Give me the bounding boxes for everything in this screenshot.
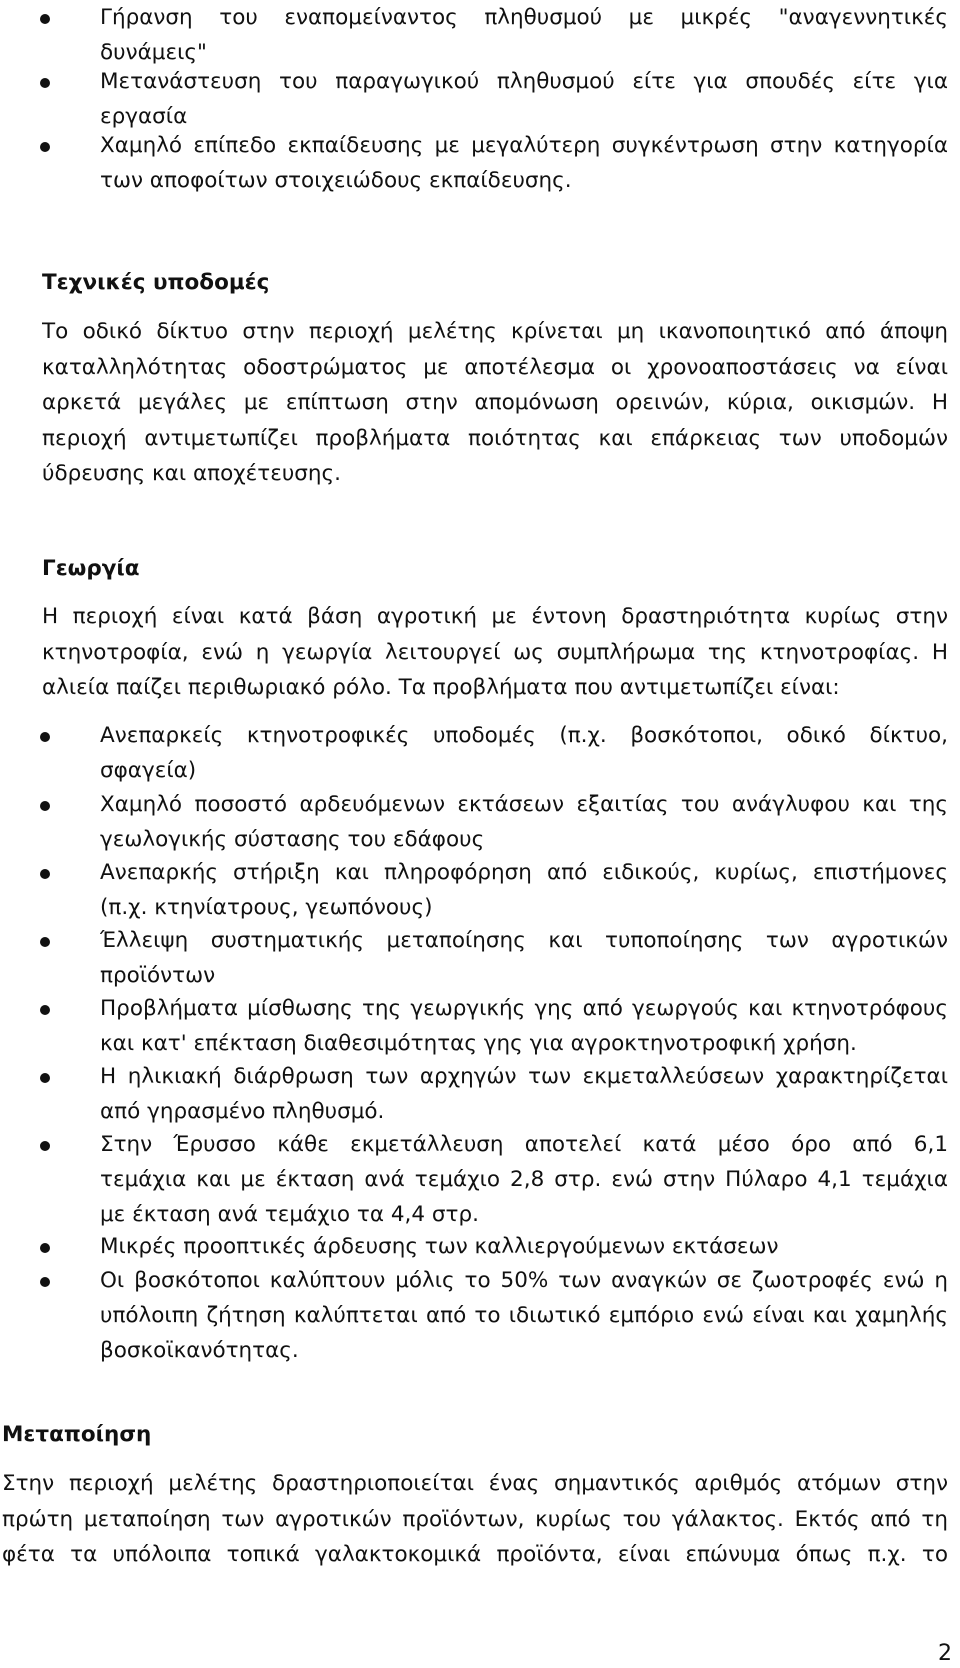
bullet-icon [40,1243,50,1253]
bullet-text: με έκταση ανά τεμάχιο τα 4,4 στρ. [100,1202,479,1227]
paragraph-processing [2,1466,948,1573]
paragraph-line: αλιεία παίζει περιθωριακό ρόλο. Τα προβλήματα που αντιμετωπίζει είναι: [42,675,840,700]
bullet-text: Ανεπαρκείς κτηνοτροφικές υποδομές (π.χ. βοσκότοποι, οδικό δίκτυο, [100,723,948,748]
bullet-text: Ανεπαρκής στήριξη και πληροφόρηση από ειδικούς, κυρίως, επιστήμονες [100,860,948,885]
bullet-text: υπόλοιπη ζήτηση καλύπτεται από το ιδιωτικό εμπόριο ενώ είναι και χαμηλής [100,1303,948,1328]
bullet-icon [40,78,50,88]
bullet-text: και κατ' επέκταση διαθεσιμότητας γης για αγροκτηνοτροφική χρήση. [100,1031,857,1056]
bullet-text: Η ηλικιακή διάρθρωση των αρχηγών των εκμεταλλεύσεων χαρακτηρίζεται [100,1064,948,1089]
bullet-icon [40,937,50,947]
paragraph-line: φέτα τα υπόλοιπα τοπικά γαλακτοκομικά προϊόντα, είναι επώνυμα όπως π.χ. το [2,1542,948,1567]
bullet-text: (π.χ. κτηνίατρους, γεωπόνους) [100,895,433,920]
bullet-text: Οι βοσκότοποι καλύπτουν μόλις το 50% των αναγκών σε ζωοτροφές ενώ η [100,1268,948,1293]
bullet-text: δυνάμεις" [100,40,207,65]
paragraph-line: καταλληλότητας οδοστρώματος με αποτέλεσμα οι χρονοαποστάσεις να είναι [42,354,948,380]
paragraph-line: πρώτη μεταποίηση των αγροτικών προϊόντων, κυρίως του γάλακτος. Εκτός από τη [2,1506,948,1532]
bullet-text: Προβλήματα μίσθωσης της γεωργικής γης από γεωργούς και κτηνοτρόφους [100,996,948,1021]
bullet-icon [40,732,50,742]
bullet-text: σφαγεία) [100,758,197,783]
bullet-text: από γηρασμένο πληθυσμό. [100,1099,385,1124]
bullet-icon [40,1277,50,1287]
page-number: 2 [938,1641,952,1666]
bullet-icon [40,1141,50,1151]
paragraph-line: Η περιοχή είναι κατά βάση αγροτική με έντονη δραστηριότητα κυρίως στην [42,604,948,629]
paragraph-line: Στην περιοχή μελέτης δραστηριοποιείται ένας σημαντικός αριθμός ατόμων στην [2,1471,948,1496]
section-heading-processing: Μεταποίηση [2,1422,152,1447]
paragraph-line: Το οδικό δίκτυο στην περιοχή μελέτης κρίνεται μη ικανοποιητικό από άποψη [42,319,948,344]
section-heading-infrastructure: Τεχνικές υποδομές [42,270,270,295]
bullet-text: προϊόντων [100,963,216,988]
bullet-text: Γήρανση του εναπομείναντος πληθυσμού με μικρές "αναγεννητικές [100,5,948,30]
bullet-text: Μικρές προοπτικές άρδευσης των καλλιεργούμενων εκτάσεων [100,1234,779,1259]
bullet-text: Χαμηλό επίπεδο εκπαίδευσης με μεγαλύτερη συγκέντρωση στην κατηγορία [100,133,948,158]
bullet-icon [40,801,50,811]
bullet-text: Μετανάστευση του παραγωγικού πληθυσμού είτε για σπουδές είτε για [100,69,948,94]
paragraph-line: περιοχή αντιμετωπίζει προβλήματα ποιότητας και επάρκειας των υποδομών [42,425,948,451]
bullet-icon [40,1005,50,1015]
bullet-icon [40,869,50,879]
bullet-text: βοσκοϊκανότητας. [100,1338,299,1363]
bullet-text: γεωλογικής σύστασης του εδάφους [100,827,485,852]
bullet-text: τεμάχια και με έκταση ανά τεμάχιο 2,8 στρ. ενώ στην Πύλαρο 4,1 τεμάχια [100,1167,948,1192]
bullet-text: Έλλειψη συστηματικής μεταποίησης και τυποποίησης των αγροτικών [100,928,948,953]
paragraph-line: αρκετά μεγάλες με επίπτωση στην απομόνωση ορεινών, κύρια, οικισμών. Η [42,390,948,415]
paragraph-line: κτηνοτροφία, ενώ η γεωργία λειτουργεί ως συμπλήρωμα της κτηνοτροφίας. Η [42,639,948,665]
bullet-text: των αποφοίτων στοιχειώδους εκπαίδευσης. [100,168,572,193]
paragraph-infrastructure [42,314,948,492]
bullet-icon [40,1073,50,1083]
bullet-text: εργασία [100,104,188,129]
bullet-icon [40,14,50,24]
bullet-text: Χαμηλό ποσοστό αρδευόμενων εκτάσεων εξαιτίας του ανάγλυφου και της [100,792,948,817]
bullet-icon [40,142,50,152]
bullet-text: Στην Έρυσσο κάθε εκμετάλλευση αποτελεί κατά μέσο όρο από 6,1 [100,1132,948,1157]
section-heading-agriculture: Γεωργία [42,556,140,581]
paragraph-agriculture [42,599,948,706]
paragraph-line: ύδρευσης και αποχέτευσης. [42,461,341,486]
